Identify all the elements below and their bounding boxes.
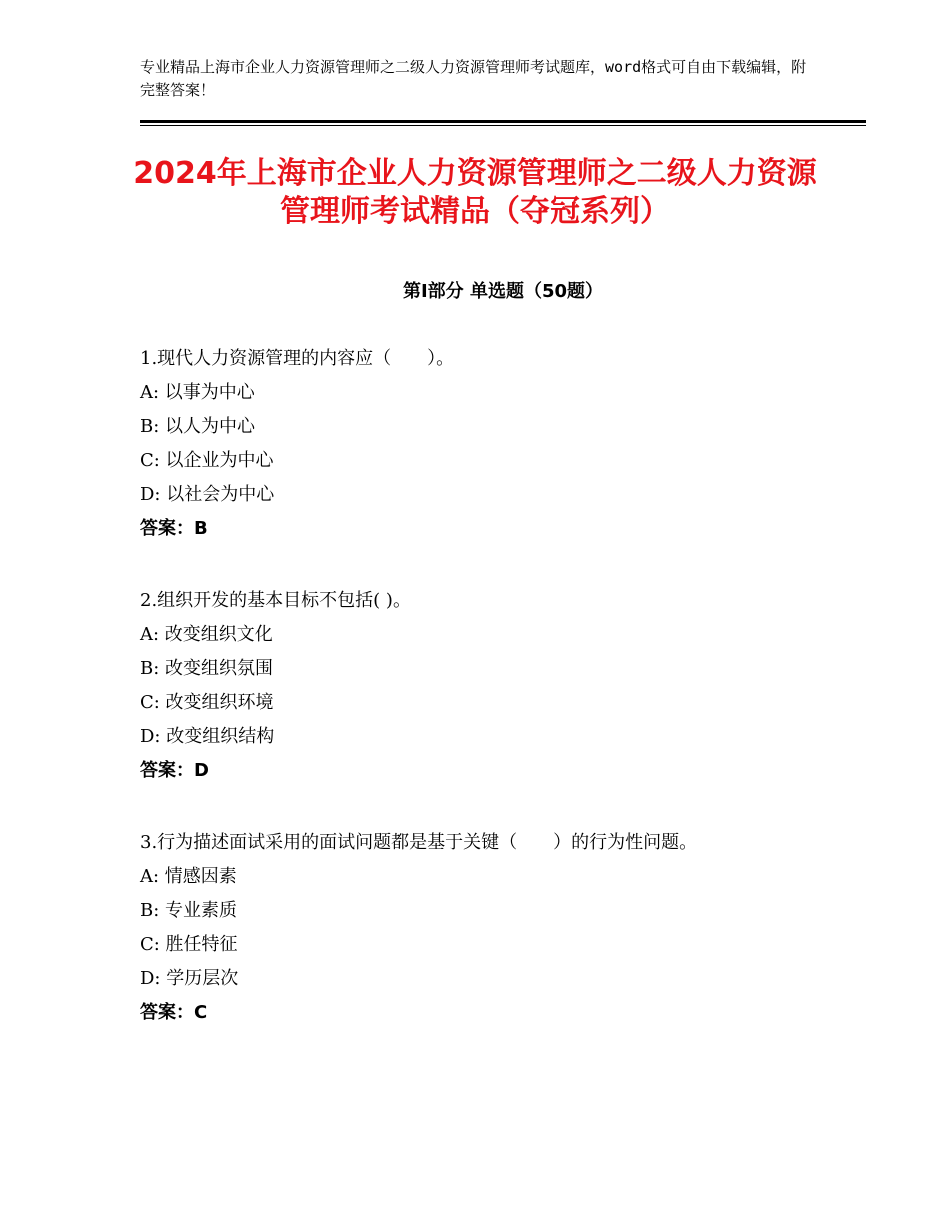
option-b: B: 以人为中心 — [140, 416, 256, 437]
section-title: 第I部分 单选题（50题） — [402, 281, 603, 302]
question-3 — [140, 826, 820, 1030]
option-a: A: 以事为中心 — [140, 382, 255, 403]
header-rule-thick — [140, 120, 866, 123]
question-stem: 2.组织开发的基本目标不包括( )。 — [140, 590, 411, 611]
option-d: D: 改变组织结构 — [140, 726, 275, 747]
document-title: 2024年上海市企业人力资源管理师之二级人力资源管理师考试精品（夺冠系列） — [133, 156, 817, 229]
header-note: 专业精品上海市企业人力资源管理师之二级人力资源管理师考试题库，word格式可自由下载编辑，附完整答案！ — [140, 58, 807, 99]
option-c: C: 改变组织环境 — [140, 692, 274, 713]
answer: 答案：C — [140, 1002, 208, 1023]
option-b: B: 改变组织氛围 — [140, 658, 274, 679]
option-c: C: 胜任特征 — [140, 934, 238, 955]
question-stem: 3.行为描述面试采用的面试问题都是基于关键（ ）的行为性问题。 — [140, 832, 698, 853]
question-stem: 1.现代人力资源管理的内容应（ ）。 — [140, 348, 455, 369]
option-d: D: 以社会为中心 — [140, 484, 275, 505]
question-list — [140, 342, 820, 1068]
option-a: A: 情感因素 — [140, 866, 237, 887]
header-rule-thin — [140, 125, 866, 126]
option-c: C: 以企业为中心 — [140, 450, 274, 471]
question-1 — [140, 342, 820, 546]
option-d: D: 学历层次 — [140, 968, 239, 989]
question-2 — [140, 584, 820, 788]
option-a: A: 改变组织文化 — [140, 624, 273, 645]
answer: 答案：D — [140, 760, 209, 781]
option-b: B: 专业素质 — [140, 900, 238, 921]
answer: 答案：B — [140, 518, 208, 539]
